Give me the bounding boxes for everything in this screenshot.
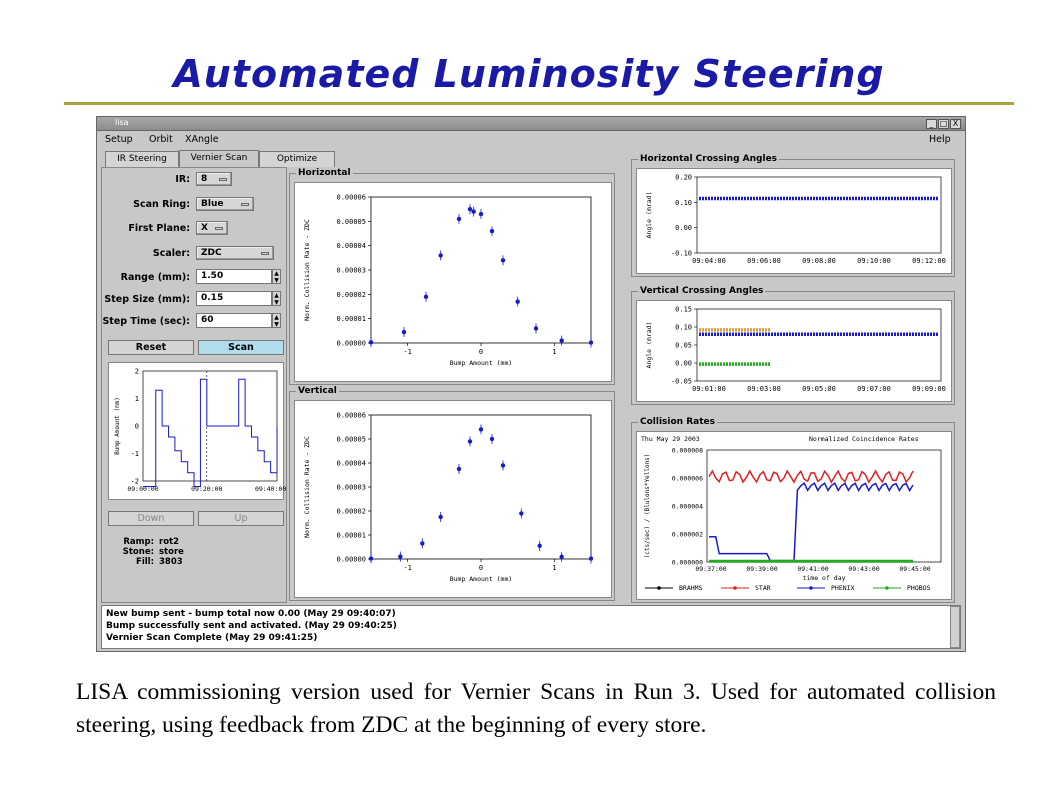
dropdown-indicator-icon [219,178,227,181]
y-tick-label: 0.00003 [336,266,366,275]
y-tick-label: 0.20 [675,173,692,182]
bump-amount-chart [109,363,287,499]
y-tick-label: 0.00002 [336,290,366,299]
scan-ring-label: Scan Ring: [133,199,190,210]
horizontal-crossing-plot [636,168,952,274]
collision-rates-plot [636,431,952,600]
x-tick-label: 0 [478,348,484,356]
data-point [438,253,442,257]
vertical-crossing-group [631,286,955,405]
scan-button[interactable]: Scan [198,340,284,355]
horizontal-crossing-group [631,154,955,277]
x-tick-label: 09:05:00 [802,385,836,393]
x-tick-label: 09:37:00 [695,565,727,573]
y-tick-label: 0.00003 [336,483,366,492]
down-button[interactable]: Down [108,511,194,526]
menu-setup[interactable]: Setup [105,134,133,145]
tab-optimize[interactable]: Optimize [259,151,335,167]
collision-rates-group [631,417,955,603]
x-tick-label: 09:41:00 [797,565,829,573]
range-input[interactable]: 1.50 [196,269,272,284]
step-time-label: Step Time (sec): [102,316,190,327]
x-tick-label: 09:00:00 [127,485,159,493]
data-point [515,299,519,303]
x-tick-label: 09:08:00 [802,257,836,265]
vertical-scan-plot [294,400,612,598]
y-tick-label: 0.00000 [336,339,366,348]
tab-vernier-scan[interactable]: Vernier Scan [179,150,259,168]
up-button[interactable]: Up [198,511,284,526]
horizontal-scan-plot [294,182,612,382]
x-tick-label: 09:06:00 [747,257,781,265]
x-axis-label: Bump Amount (mm) [449,359,513,367]
x-tick-label: 09:45:00 [899,565,931,573]
collision-rates-chart [637,432,951,599]
x-tick-label: 09:43:00 [848,565,880,573]
x-tick-label: 1 [552,348,557,356]
fill-value: 3803 [159,557,183,567]
stone-value: store [159,547,184,557]
x-tick-label: -1 [403,564,412,572]
slide-title: Automated Luminosity Steering [173,52,885,96]
scan-ring-select[interactable] [196,197,254,211]
data-point [424,295,428,299]
data-point [589,556,593,560]
data-point [537,544,541,548]
vertical-crossing-chart [637,301,951,401]
y-tick-label: -0.05 [670,377,692,386]
data-point [402,330,406,334]
menu-help[interactable]: Help [929,134,951,145]
y-tick-label: 0.10 [675,198,692,207]
menu-orbit[interactable]: Orbit [149,134,173,145]
phenix-series-line [709,483,913,560]
y-tick-label: 0.000002 [671,530,703,539]
first-plane-label: First Plane: [128,223,190,234]
data-point [479,427,483,431]
data-point [479,212,483,216]
legend-marker [657,586,661,590]
collision-rates-title: Collision Rates [640,417,715,427]
x-tick-label: 09:40:00 [254,485,287,493]
chart-title: Normalized Coincidence Rates [809,435,919,443]
status-line: New bump sent - bump total now 0.00 (May 29 09:40:07) [106,609,396,619]
scan-ring-value: Blue [201,199,224,209]
ramp-label: Ramp: [123,537,154,547]
data-point [589,340,593,344]
bump-series-line [143,379,277,486]
x-tick-label: 09:12:00 [912,257,946,265]
step-size-label: Step Size (mm): [104,294,190,305]
fill-label: Fill: [136,557,154,567]
step-time-input[interactable]: 60 [196,313,272,328]
range-spinner-icon[interactable]: ▲ ▼ [272,269,281,284]
y-tick-label: 0.00004 [336,459,366,468]
maximize-button[interactable]: □ [939,119,948,128]
x-tick-label: 1 [552,564,557,572]
horizontal-crossing-title: Horizontal Crossing Angles [640,154,778,164]
step-size-input[interactable]: 0.15 [196,291,272,306]
dropdown-indicator-icon [215,227,223,230]
plot-frame [697,177,941,253]
vertical-scan-title: Vertical [298,386,337,396]
scaler-value: ZDC [201,248,222,258]
menu-xangle[interactable]: XAngle [185,134,219,145]
status-log [101,605,961,649]
legend-label: PHENIX [831,584,855,592]
y-tick-label: -1 [130,450,139,458]
x-tick-label: 09:04:00 [692,257,726,265]
first-plane-value: X [201,223,208,233]
y-tick-label: 0.00000 [336,555,366,564]
minimize-button[interactable]: _ [926,119,937,129]
data-point [369,556,373,560]
data-point [468,207,472,211]
y-axis-label: Norm. Collision Rate - ZDC [303,436,311,538]
status-line: Bump successfully sent and activated. (May 29 09:40:25) [106,621,397,631]
y-tick-label: 0.00006 [336,411,366,420]
data-point [559,555,563,559]
data-point [534,326,538,330]
close-button[interactable]: X [950,119,961,129]
vertical-scan-group [289,386,615,601]
x-tick-label: 09:09:00 [912,385,946,393]
star-series-line [709,471,913,482]
y-tick-label: 0.000008 [671,446,703,455]
y-axis-label: Angle (mrad) [645,191,653,239]
x-tick-label: 09:10:00 [857,257,891,265]
ir-select[interactable] [196,172,232,186]
legend-marker [809,586,813,590]
vertical-crossing-title: Vertical Crossing Angles [640,286,764,296]
x-tick-label: 09:39:00 [746,565,778,573]
y-tick-label: 0.00004 [336,242,366,251]
horizontal-scan-chart [295,183,611,381]
y-tick-label: 0.00001 [336,315,366,324]
y-tick-label: 0.00002 [336,507,366,516]
plot-frame [371,415,591,559]
ramp-value: rot2 [159,537,180,547]
data-point [471,209,475,213]
data-point [490,437,494,441]
data-point [519,511,523,515]
x-tick-label: 09:01:00 [692,385,726,393]
step-time-spinner-icon[interactable]: ▲ ▼ [272,313,281,328]
data-point [501,258,505,262]
y-axis-label: Angle (mrad) [645,321,653,369]
step-size-spinner-icon[interactable]: ▲ ▼ [272,291,281,306]
data-point [457,467,461,471]
dropdown-indicator-icon [241,203,249,206]
legend-marker [733,586,737,590]
legend-label: BRAHMS [679,584,703,592]
y-tick-label: 0.00 [675,224,692,233]
vertical-scan-chart [295,401,611,597]
y-tick-label: 0.00001 [336,531,366,540]
window-title: lisa [115,118,129,127]
scaler-select[interactable] [196,246,274,260]
legend-label: PHOBOS [907,584,931,592]
y-tick-label: 0.10 [675,323,692,332]
y-axis-label: (cts/sec) / (Blulons*Yellons) [644,453,651,559]
tab-ir-steering[interactable]: IR Steering [105,151,179,167]
stone-label: Stone: [122,547,154,557]
data-point [468,439,472,443]
y-tick-label: -0.10 [670,249,692,258]
y-tick-label: 0.00 [675,359,692,368]
data-point [398,554,402,558]
data-point [438,515,442,519]
chart-date: Thu May 29 2003 [641,435,700,443]
y-axis-label: Bump Amount (mm) [114,397,121,455]
ir-value: 8 [201,174,208,184]
y-tick-label: 0.000004 [671,502,703,511]
data-point [457,217,461,221]
title-underline [64,102,1014,105]
data-point [559,338,563,342]
bump-amount-plot [108,362,287,500]
x-tick-label: 09:07:00 [857,385,891,393]
y-tick-label: 0.000000 [671,558,703,567]
y-tick-label: 0 [134,422,139,431]
horizontal-scan-group [289,168,615,385]
y-tick-label: 0.00006 [336,193,366,202]
x-axis-label: Bump Amount (mm) [449,575,513,583]
vernier-controls-panel [101,167,287,603]
y-tick-label: 0.00005 [336,435,366,444]
status-scrollbar[interactable] [950,606,960,648]
x-tick-label: 09:20:00 [191,485,223,493]
data-point [501,463,505,467]
y-tick-label: 0.15 [675,305,692,314]
first-plane-select[interactable] [196,221,228,235]
slide-caption: LISA commissioning version used for Vernier Scans in Run 3. Used for automated collision steering, using feedback from ZDC at the beginning of every store. [76,679,996,738]
ir-label: IR: [175,174,190,185]
horizontal-scan-title: Horizontal [298,168,351,178]
dropdown-indicator-icon [261,252,269,255]
y-tick-label: 2 [134,367,139,376]
y-tick-label: -2 [130,477,139,486]
data-point [490,229,494,233]
menubar [97,132,965,148]
y-tick-label: 0.000006 [671,474,703,483]
y-tick-label: 1 [134,395,139,403]
legend-marker [885,586,889,590]
x-tick-label: 0 [478,564,484,572]
scaler-label: Scaler: [152,248,190,259]
status-line: Vernier Scan Complete (May 29 09:41:25) [106,633,318,643]
x-axis-label: time of day [802,574,846,582]
horizontal-crossing-chart [637,169,951,273]
window-titlebar[interactable] [97,117,965,131]
data-point [369,340,373,344]
vertical-crossing-plot [636,300,952,402]
y-axis-label: Norm. Collision Rate - ZDC [303,219,311,321]
data-point [420,541,424,545]
plot-frame [707,450,941,562]
plot-frame [697,309,941,381]
y-tick-label: 0.00005 [336,217,366,226]
y-tick-label: 0.05 [675,341,692,350]
x-tick-label: -1 [403,348,412,356]
legend-label: STAR [755,584,771,592]
reset-button[interactable]: Reset [108,340,194,355]
range-label: Range (mm): [120,272,190,283]
x-tick-label: 09:03:00 [747,385,781,393]
lisa-window [96,116,966,652]
